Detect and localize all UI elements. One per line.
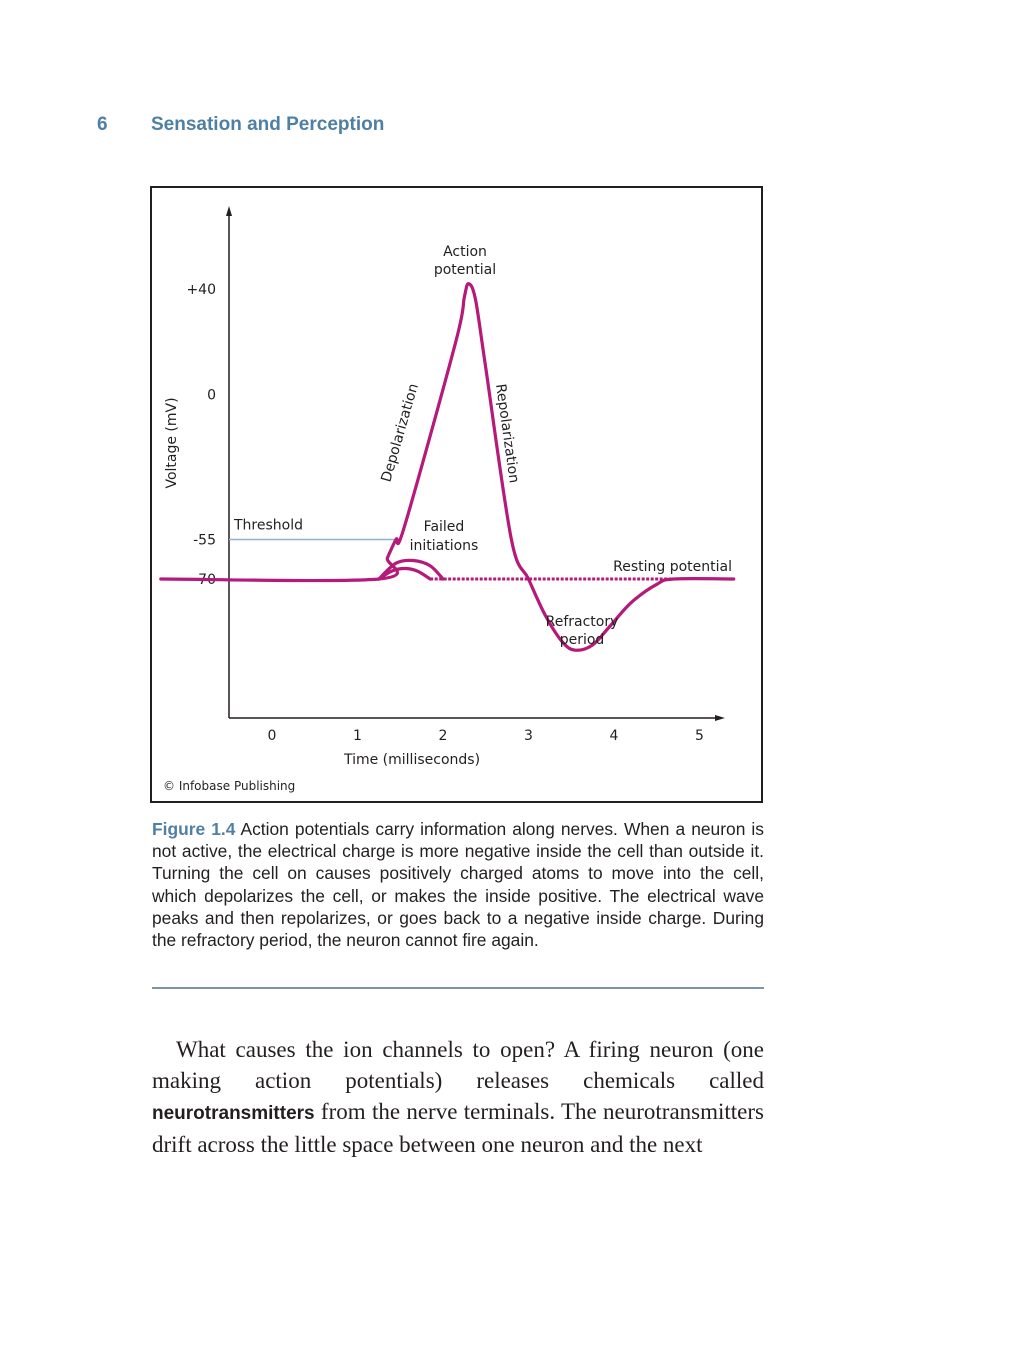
x-tick-label: 1: [353, 728, 362, 744]
y-axis-arrow: [226, 206, 232, 216]
caption-rule: [152, 987, 764, 989]
y-tick-label: -70: [193, 572, 216, 588]
key-term: neurotransmitters: [152, 1103, 315, 1124]
x-axis-arrow: [715, 715, 725, 721]
x-tick-label: 4: [609, 728, 619, 744]
annotation-depolarization: Depolarization: [378, 381, 422, 484]
annotation-refractory-line2: period: [559, 632, 605, 648]
body-paragraph: [152, 1034, 764, 1160]
page-number: 6: [97, 114, 108, 135]
running-head: [97, 114, 384, 136]
x-tick-label: 2: [438, 728, 448, 744]
y-tick-label: +40: [186, 282, 216, 298]
annotation-refractory-line1: Refractory: [545, 614, 619, 630]
figure-box: [150, 186, 763, 803]
annotation-action-potential-line2: potential: [433, 262, 497, 278]
resting-potential-label: Resting potential: [613, 559, 732, 575]
annotation-repolarization: Repolarization: [492, 382, 522, 485]
y-tick-label: -55: [193, 532, 216, 549]
running-title: Sensation and Perception: [151, 114, 385, 135]
y-axis-label: Voltage (mV): [164, 397, 180, 489]
annotation-action-potential-line1: Action: [443, 244, 487, 260]
x-tick-label: 0: [267, 728, 277, 744]
threshold-label: Threshold: [234, 517, 303, 534]
action-potential-chart: [152, 188, 761, 801]
body-text-after: from the nerve terminals. The neurotransmitters drift across the little space between one neuron and the next: [152, 1099, 764, 1157]
caption-text: Action potentials carry information along nerves. When a neuron is not active, the electrical charge is more negative inside the cell than outside it. Turning the cell on causes positively charged atoms to move into the cell, which depolarizes the cell, or makes the inside positive. The electrical wave peaks and then repolarizes, or goes back to a negative inside charge. During the refractory period, the neuron cannot fire again.: [152, 819, 764, 951]
x-tick-label: 5: [695, 728, 704, 744]
body-text-before: What causes the ion channels to open? A firing neuron (one making action potentials) releases chemicals called: [152, 1037, 764, 1093]
annotation-failed-initiations-line2: initiations: [409, 538, 479, 554]
figure-credit: © Infobase Publishing: [163, 779, 296, 793]
y-tick-label: 0: [207, 387, 216, 404]
action-potential-trace: [161, 284, 734, 651]
x-axis-label: Time (milliseconds): [343, 752, 481, 768]
x-tick-label: 3: [524, 728, 533, 744]
annotation-failed-initiations-line1: Failed: [423, 519, 465, 535]
figure-caption: [152, 818, 764, 951]
figure-label: Figure 1.4: [152, 819, 236, 839]
